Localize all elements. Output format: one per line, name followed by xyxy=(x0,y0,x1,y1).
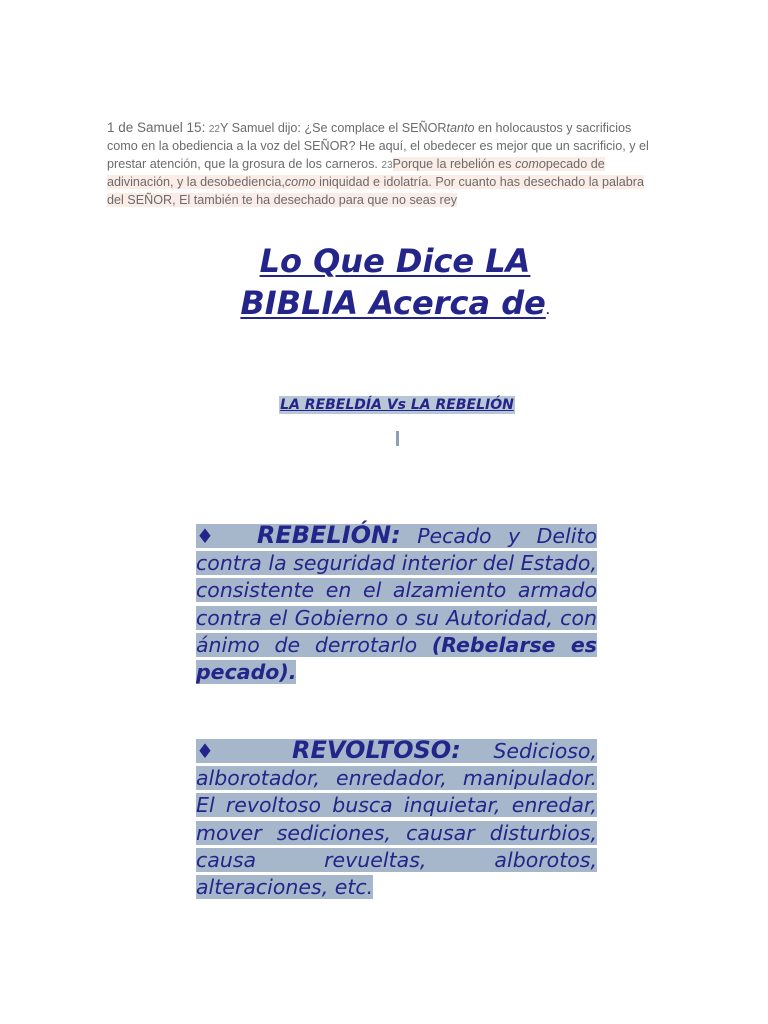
text-cursor xyxy=(396,431,399,446)
title-line-2: BIBLIA Acerca de xyxy=(240,284,546,322)
definition-text: Pecado y Delito contra la seguridad interior del Estado, consistente en el alzamiento armado contra el Gobierno o su Autoridad, con ánimo de derrotarlo xyxy=(196,524,597,657)
verse-text: Y Samuel dijo: ¿Se complace el SEÑOR xyxy=(219,121,447,135)
page-title xyxy=(0,240,768,333)
title-trailing: . xyxy=(545,306,550,317)
definition-revoltoso xyxy=(196,737,597,901)
verse-italic: como xyxy=(515,156,546,171)
diamond-bullet-icon: ♦ xyxy=(196,524,224,548)
verse-text: en holocaustos y sacrificios como en la obediencia a la voz del SEÑOR? He aquí, el obedecer es mejor que un sacrificio, y el prestar atención, que la grosura de los carneros. xyxy=(107,121,649,171)
verse-number: 23 xyxy=(381,159,393,171)
definition-emphasis: (Rebelarse es pecado). xyxy=(196,632,597,685)
subtitle-text: LA REBELDÍA Vs LA REBELIÓN xyxy=(280,397,514,413)
definition-rebelion xyxy=(196,522,597,686)
verse-text: iniquidad e idolatría. Por cuanto has desechado la palabra del SEÑOR, El también te ha desechado para que no seas rey xyxy=(107,175,645,207)
bible-verse xyxy=(107,119,657,209)
title-line-1: Lo Que Dice LA xyxy=(259,242,531,280)
verse-reference: 1 de Samuel 15: xyxy=(107,120,206,135)
verse-text: Porque la rebelión es xyxy=(392,156,516,171)
verse-italic: tanto xyxy=(446,121,475,135)
definition-term: REBELIÓN: xyxy=(256,521,401,549)
verse-italic: como xyxy=(284,175,316,190)
verse-number: 22 xyxy=(208,124,220,135)
verse-text: pecado de adivinación, y la desobediencia, xyxy=(107,156,605,190)
definition-term: REVOLTOSO: xyxy=(292,736,461,764)
subtitle xyxy=(0,394,768,413)
diamond-bullet-icon: ♦ xyxy=(196,739,240,763)
definition-text: Sedicioso, alborotador, enredador, manipulador. El revoltoso busca inquietar, enredar, mover sediciones, causar disturbios, causa revueltas, alborotos, alteraciones, etc. xyxy=(196,739,597,900)
